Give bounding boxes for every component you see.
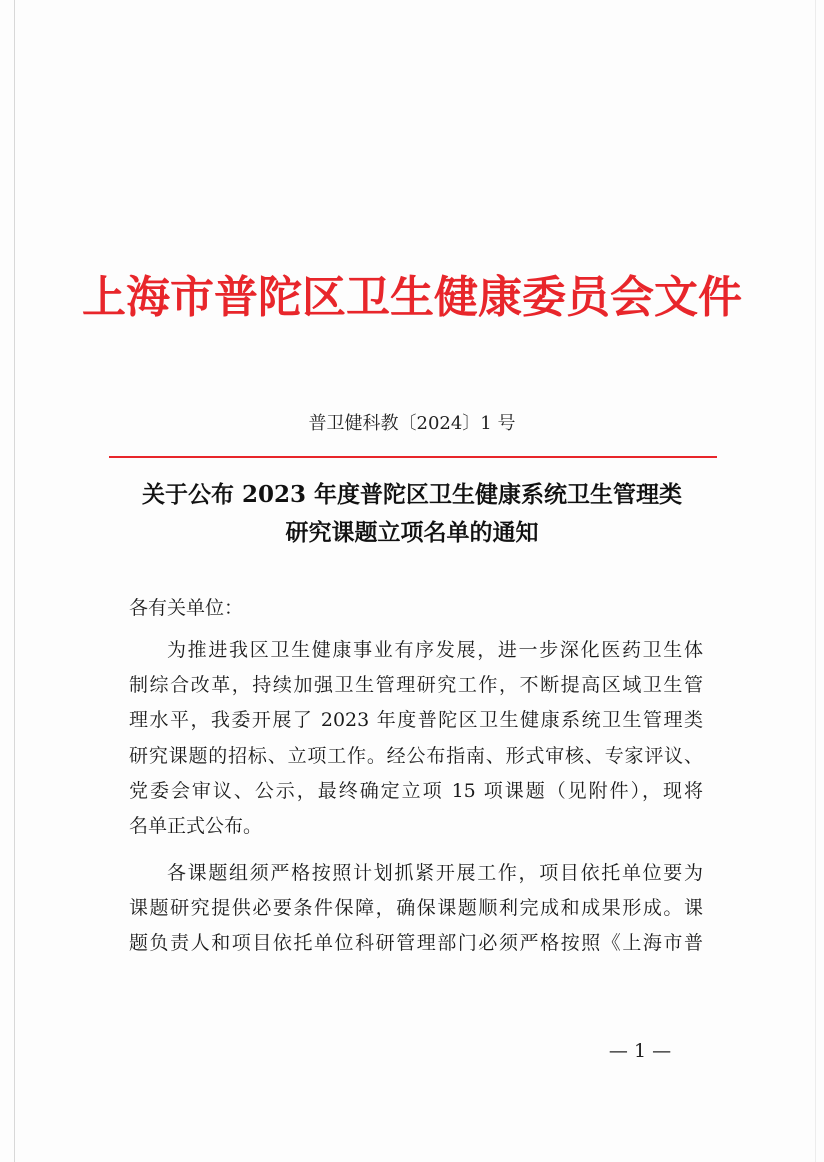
paragraph-2-line: 课题研究提供必要条件保障，确保课题顺利完成和成果形成。课: [129, 897, 703, 920]
notice-title-line-2: 研究课题立项名单的通知: [285, 519, 539, 546]
notice-title: [90, 476, 734, 552]
scan-edge-right: [815, 0, 816, 1162]
paragraph-1-line: 党委会审议、公示，最终确定立项 15 项课题（见附件），现将: [129, 779, 703, 802]
paragraph-1-line: 研究课题的招标、立项工作。经公布指南、形式审核、专家评议、: [129, 744, 703, 767]
paragraph-2-line: 各课题组须严格按照计划抓紧开展工作，项目依托单位要为: [167, 862, 703, 884]
paragraph-2: [129, 856, 703, 962]
scan-edge-left: [14, 0, 15, 1162]
salutation: 各有关单位：: [129, 597, 244, 619]
paragraph-1-line: 为推进我区卫生健康事业有序发展，进一步深化医药卫生体: [167, 639, 703, 661]
page-number: — 1 —: [608, 1040, 672, 1062]
red-divider-line: [109, 456, 717, 458]
paragraph-1-line: 理水平，我委开展了 2023 年度普陀区卫生健康系统卫生管理类: [129, 709, 703, 732]
notice-title-line-1: 关于公布 2023 年度普陀区卫生健康系统卫生管理类: [141, 481, 683, 508]
paragraph-1-line: 制综合改革，持续加强卫生管理研究工作，不断提高区域卫生管: [129, 674, 703, 697]
paragraph-2-line: 题负责人和项目依托单位科研管理部门必须严格按照《上海市普: [129, 932, 703, 955]
paragraph-1-line: 名单正式公布。: [129, 815, 263, 838]
issuer-header-title: 上海市普陀区卫生健康委员会文件: [82, 272, 742, 323]
document-number: 普卫健科教〔2024〕1 号: [308, 413, 516, 434]
paragraph-1: [129, 633, 703, 844]
